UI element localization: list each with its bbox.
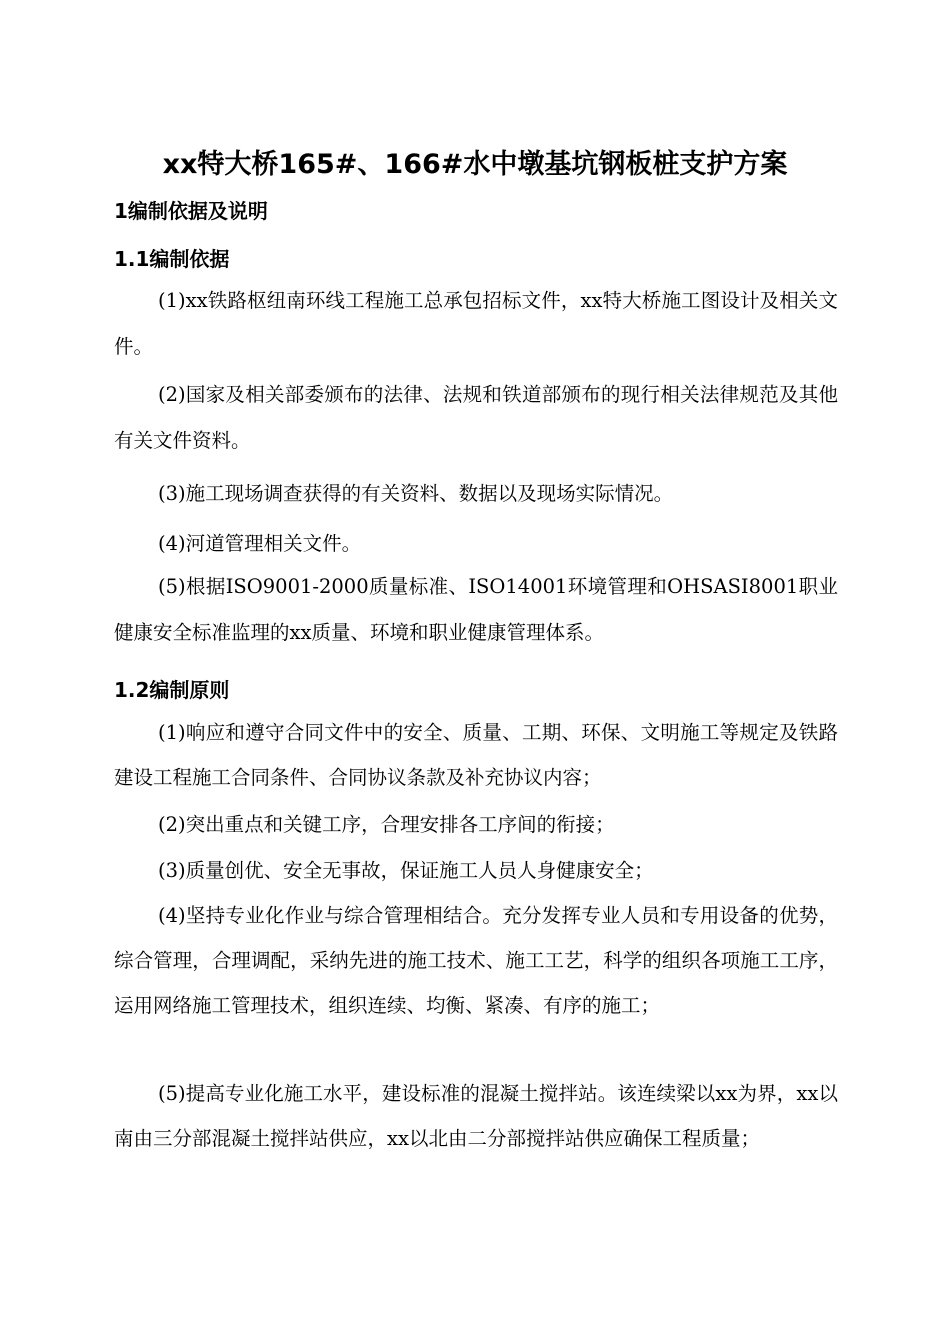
principle-item-3: (3)质量创优、安全无事故，保证施工人员人身健康安全；: [158, 859, 654, 882]
basis-item-1: (1)xx铁路枢纽南环线工程施工总承包招标文件，xx特大桥施工图设计及相关文件。: [114, 289, 838, 358]
principle-item-2: (2)突出重点和关键工序，合理安排各工序间的衔接；: [158, 813, 615, 836]
basis-item-4: (4)河道管理相关文件。: [158, 532, 362, 555]
section-heading-1-2: 1.2编制原则: [114, 678, 230, 702]
document-title: xx特大桥165#、166#水中墩基坑钢板桩支护方案: [162, 149, 788, 180]
principle-item-1: (1)响应和遵守合同文件中的安全、质量、工期、环保、文明施工等规定及铁路建设工程施工合同条件、合同协议条款及补充协议内容；: [114, 721, 838, 789]
basis-item-3: (3)施工现场调查获得的有关资料、数据以及现场实际情况。: [158, 482, 674, 505]
section-heading-1: 1编制依据及说明: [114, 199, 268, 223]
basis-item-2: (2)国家及相关部委颁布的法律、法规和铁道部颁布的现行相关法律规范及其他有关文件资料。: [114, 383, 838, 452]
principle-item-4: (4)坚持专业化作业与综合管理相结合。充分发挥专业人员和专用设备的优势，综合管理，合理调配，采纳先进的施工技术、施工工艺，科学的组织各项施工工序，运用网络施工管理技术，组织连续、均衡、紧凑、有序的施工；: [114, 904, 838, 1017]
principle-item-5: (5)提高专业化施工水平，建设标准的混凝土搅拌站。该连续梁以xx为界，xx以南由三分部混凝土搅拌站供应，xx以北由二分部搅拌站供应确保工程质量；: [114, 1082, 838, 1150]
section-heading-1-1: 1.1编制依据: [114, 247, 230, 271]
basis-item-5: (5)根据ISO9001-2000质量标准、ISO14001环境管理和OHSASI8001职业健康安全标准监理的xx质量、环境和职业健康管理体系。: [114, 575, 838, 644]
